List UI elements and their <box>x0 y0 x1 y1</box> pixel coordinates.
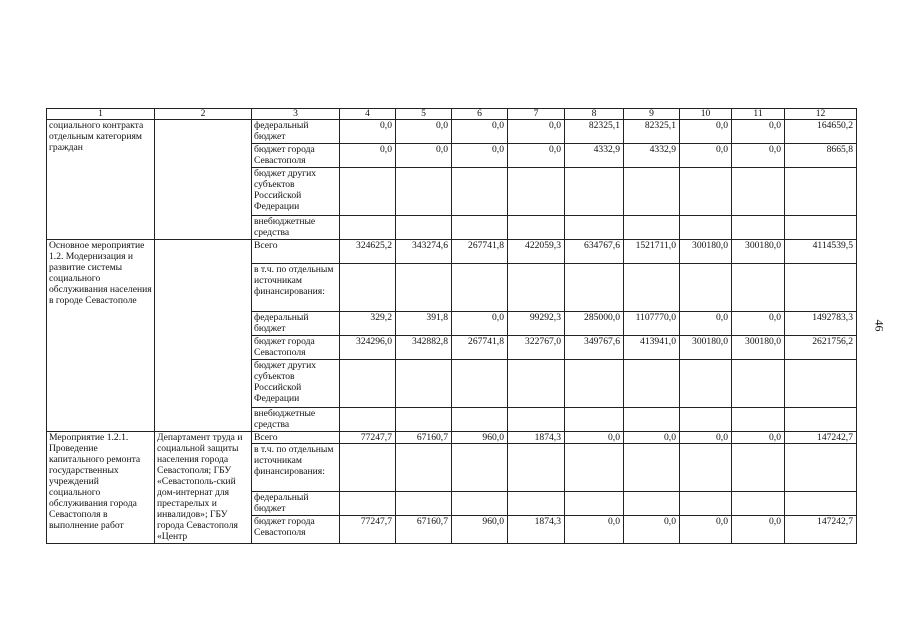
funding-source-cell: федеральный бюджет <box>252 312 340 336</box>
value-cell <box>508 168 565 216</box>
value-cell: 4332,9 <box>624 144 680 168</box>
value-cell: 267741,8 <box>452 336 508 360</box>
column-header-5: 5 <box>396 109 452 120</box>
value-cell <box>680 360 732 408</box>
value-cell <box>624 168 680 216</box>
value-cell <box>396 168 452 216</box>
value-cell: 349767,6 <box>565 336 624 360</box>
value-cell <box>565 264 624 312</box>
value-cell <box>680 408 732 432</box>
value-cell <box>452 264 508 312</box>
value-cell <box>732 408 785 432</box>
value-cell <box>785 264 857 312</box>
value-cell <box>785 168 857 216</box>
column-header-11: 11 <box>732 109 785 120</box>
value-cell <box>340 216 396 240</box>
funding-source-cell: бюджет других субъектов Российской Федерации <box>252 168 340 216</box>
value-cell: 300180,0 <box>680 240 732 264</box>
value-cell <box>340 264 396 312</box>
column-header-10: 10 <box>680 109 732 120</box>
value-cell <box>508 444 565 492</box>
value-cell <box>565 444 624 492</box>
table-row <box>47 432 857 444</box>
value-cell <box>624 360 680 408</box>
value-cell <box>732 264 785 312</box>
page-number: 46 <box>872 319 887 332</box>
value-cell: 67160,7 <box>396 516 452 544</box>
value-cell: 0,0 <box>396 144 452 168</box>
activity-cell: Мероприятие 1.2.1. Проведение капитального ремонта государственных учреждений социального обслуживания города Севастополя в выполнение работ <box>47 432 155 544</box>
value-cell <box>680 492 732 516</box>
value-cell: 4332,9 <box>565 144 624 168</box>
funding-source-cell: федеральный бюджет <box>252 492 340 516</box>
value-cell: 422059,3 <box>508 240 565 264</box>
executor-cell <box>155 120 252 240</box>
value-cell: 0,0 <box>732 312 785 336</box>
value-cell: 164650,2 <box>785 120 857 144</box>
value-cell <box>452 408 508 432</box>
value-cell: 0,0 <box>732 120 785 144</box>
value-cell: 82325,1 <box>565 120 624 144</box>
value-cell: 77247,7 <box>340 516 396 544</box>
value-cell: 8665,8 <box>785 144 857 168</box>
value-cell <box>732 444 785 492</box>
value-cell: 4114539,5 <box>785 240 857 264</box>
value-cell: 0,0 <box>508 144 565 168</box>
value-cell <box>732 360 785 408</box>
value-cell <box>340 444 396 492</box>
value-cell: 267741,8 <box>452 240 508 264</box>
value-cell <box>508 216 565 240</box>
value-cell <box>680 264 732 312</box>
funding-source-cell: федеральный бюджет <box>252 120 340 144</box>
value-cell: 82325,1 <box>624 120 680 144</box>
value-cell <box>396 360 452 408</box>
value-cell: 0,0 <box>565 516 624 544</box>
value-cell <box>508 360 565 408</box>
value-cell: 0,0 <box>680 120 732 144</box>
value-cell: 0,0 <box>732 432 785 444</box>
value-cell <box>785 492 857 516</box>
value-cell: 0,0 <box>340 144 396 168</box>
value-cell <box>565 168 624 216</box>
value-cell <box>785 408 857 432</box>
value-cell <box>508 492 565 516</box>
value-cell: 0,0 <box>624 516 680 544</box>
value-cell: 285000,0 <box>565 312 624 336</box>
value-cell: 2621756,2 <box>785 336 857 360</box>
funding-source-cell: внебюджетные средства <box>252 216 340 240</box>
value-cell <box>732 216 785 240</box>
funding-source-cell: в т.ч. по отдельным источникам финансирования: <box>252 444 340 492</box>
value-cell <box>340 492 396 516</box>
value-cell <box>452 216 508 240</box>
funding-source-cell: бюджет города Севастополя <box>252 144 340 168</box>
value-cell <box>565 216 624 240</box>
value-cell <box>508 264 565 312</box>
funding-source-cell: бюджет города Севастополя <box>252 516 340 544</box>
table-row <box>47 240 857 264</box>
funding-source-cell: Всего <box>252 432 340 444</box>
value-cell <box>396 444 452 492</box>
value-cell <box>396 264 452 312</box>
value-cell: 0,0 <box>452 120 508 144</box>
value-cell <box>680 216 732 240</box>
value-cell <box>452 492 508 516</box>
funding-source-cell: в т.ч. по отдельным источникам финансирования: <box>252 264 340 312</box>
value-cell: 391,8 <box>396 312 452 336</box>
value-cell: 0,0 <box>680 312 732 336</box>
value-cell <box>680 168 732 216</box>
value-cell: 960,0 <box>452 432 508 444</box>
value-cell: 300180,0 <box>732 336 785 360</box>
value-cell <box>396 492 452 516</box>
value-cell: 0,0 <box>732 516 785 544</box>
header-row <box>47 109 857 120</box>
value-cell: 77247,7 <box>340 432 396 444</box>
value-cell <box>680 444 732 492</box>
value-cell <box>732 168 785 216</box>
value-cell: 0,0 <box>680 144 732 168</box>
column-header-8: 8 <box>565 109 624 120</box>
budget-table <box>46 108 857 544</box>
value-cell <box>565 492 624 516</box>
value-cell: 0,0 <box>508 120 565 144</box>
value-cell: 67160,7 <box>396 432 452 444</box>
value-cell: 342882,8 <box>396 336 452 360</box>
value-cell <box>340 360 396 408</box>
value-cell <box>624 492 680 516</box>
activity-cell: социального контракта отдельным категориям граждан <box>47 120 155 240</box>
value-cell <box>452 168 508 216</box>
value-cell <box>565 360 624 408</box>
value-cell <box>624 444 680 492</box>
value-cell: 0,0 <box>396 120 452 144</box>
value-cell: 322767,0 <box>508 336 565 360</box>
funding-source-cell: Всего <box>252 240 340 264</box>
value-cell: 0,0 <box>565 432 624 444</box>
value-cell <box>396 408 452 432</box>
column-header-4: 4 <box>340 109 396 120</box>
value-cell <box>452 444 508 492</box>
value-cell: 99292,3 <box>508 312 565 336</box>
value-cell: 1492783,3 <box>785 312 857 336</box>
funding-source-cell: бюджет города Севастополя <box>252 336 340 360</box>
value-cell: 0,0 <box>680 432 732 444</box>
value-cell: 300180,0 <box>680 336 732 360</box>
value-cell: 343274,6 <box>396 240 452 264</box>
value-cell <box>624 408 680 432</box>
executor-cell: Департамент труда и социальной защиты населения города Севастополя; ГБУ «Севастополь-ский дом-интернат для престарелых и инвалидов»; ГБУ города Севастополя «Центр <box>155 432 252 544</box>
value-cell: 0,0 <box>624 432 680 444</box>
value-cell: 960,0 <box>452 516 508 544</box>
value-cell: 413941,0 <box>624 336 680 360</box>
column-header-9: 9 <box>624 109 680 120</box>
funding-source-cell: бюджет других субъектов Российской Федерации <box>252 360 340 408</box>
value-cell <box>785 360 857 408</box>
executor-cell <box>155 240 252 432</box>
value-cell <box>396 216 452 240</box>
value-cell: 0,0 <box>452 144 508 168</box>
value-cell <box>340 408 396 432</box>
value-cell: 1107770,0 <box>624 312 680 336</box>
column-header-2: 2 <box>155 109 252 120</box>
column-header-12: 12 <box>785 109 857 120</box>
column-header-7: 7 <box>508 109 565 120</box>
activity-cell: Основное мероприятие 1.2. Модернизация и развитие системы социального обслуживания населения в городе Севастополе <box>47 240 155 432</box>
value-cell: 1874,3 <box>508 516 565 544</box>
value-cell: 634767,6 <box>565 240 624 264</box>
value-cell <box>565 408 624 432</box>
value-cell <box>340 168 396 216</box>
value-cell: 324296,0 <box>340 336 396 360</box>
value-cell <box>785 216 857 240</box>
value-cell <box>452 360 508 408</box>
column-header-1: 1 <box>47 109 155 120</box>
column-header-6: 6 <box>452 109 508 120</box>
value-cell <box>624 216 680 240</box>
value-cell: 1874,3 <box>508 432 565 444</box>
column-header-3: 3 <box>252 109 340 120</box>
funding-source-cell: внебюджетные средства <box>252 408 340 432</box>
value-cell: 147242,7 <box>785 516 857 544</box>
value-cell: 1521711,0 <box>624 240 680 264</box>
value-cell: 329,2 <box>340 312 396 336</box>
value-cell: 0,0 <box>452 312 508 336</box>
table-row <box>47 120 857 144</box>
value-cell <box>732 492 785 516</box>
value-cell <box>508 408 565 432</box>
value-cell: 0,0 <box>680 516 732 544</box>
value-cell: 0,0 <box>732 144 785 168</box>
value-cell: 0,0 <box>340 120 396 144</box>
value-cell: 147242,7 <box>785 432 857 444</box>
value-cell: 300180,0 <box>732 240 785 264</box>
value-cell <box>624 264 680 312</box>
value-cell: 324625,2 <box>340 240 396 264</box>
value-cell <box>785 444 857 492</box>
